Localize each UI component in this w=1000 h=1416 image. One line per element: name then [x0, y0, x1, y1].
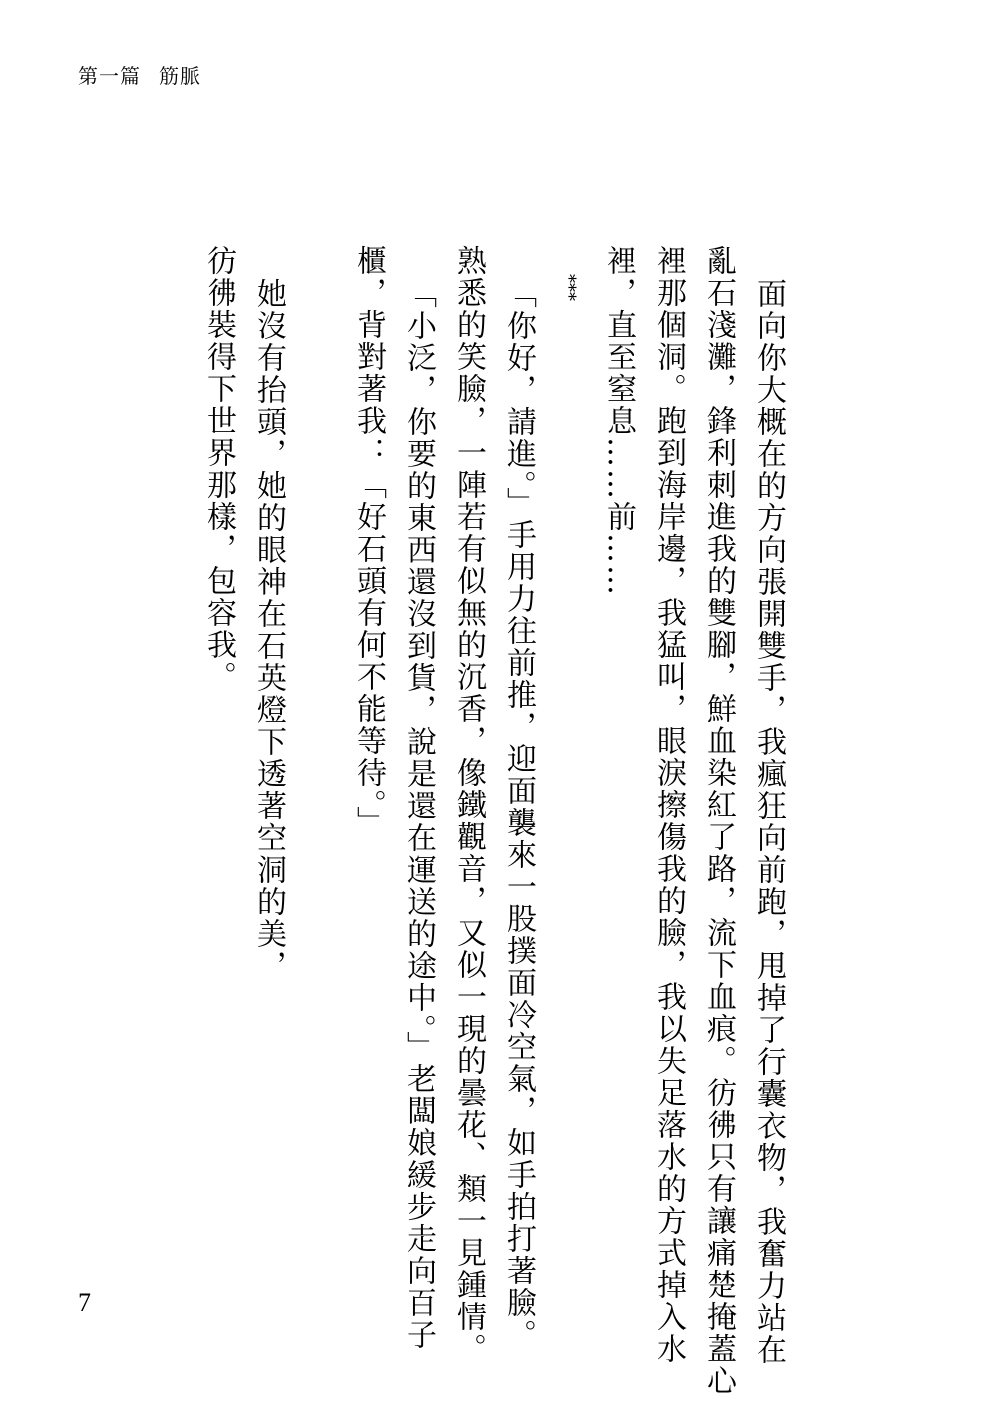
text-column: 亂石淺灘，鋒利刺進我的雙腳，鮮血染紅了路，流下血痕。彷彿只有讓痛楚掩蓋心 [701, 245, 736, 1397]
section-separator: *** [558, 273, 579, 301]
chapter-title: 筋脈 [159, 64, 201, 88]
blank-column [293, 245, 343, 1265]
text-column: 「小泛，你要的東西還沒到貨，說是還在運送的途中。」老闆娘緩步走向百子 [401, 278, 436, 1351]
text-column: 彷彿裝得下世界那樣，包容我。 [201, 245, 236, 693]
text-column: 裡，直至窒息……前…… [601, 245, 636, 597]
text-column: 面向你大概在的方向張開雙手，我瘋狂向前跑，甩掉了行囊衣物，我奮力站在 [751, 278, 786, 1366]
text-column: 熟悉的笑臉，一陣若有似無的沉香，像鐵觀音，又似一現的曇花、類一見鍾情。 [451, 245, 486, 1365]
text-column: 她沒有抬頭，她的眼神在石英燈下透著空洞的美， [251, 278, 286, 982]
text-column: 櫃，背對著我：「好石頭有何不能等待。」 [351, 245, 386, 838]
page-number: 7 [78, 1288, 91, 1317]
text-column: 裡那個洞。跑到海岸邊，我猛叫，眼淚擦傷我的臉，我以失足落水的方式掉入水 [651, 245, 686, 1365]
part-title: 第一篇 [78, 64, 141, 88]
text-column: 「你好，請進。」手用力往前推，迎面襲來一股撲面冷空氣，如手拍打著臉。 [501, 278, 536, 1351]
vertical-body-text [193, 245, 793, 1397]
running-header [78, 60, 201, 89]
